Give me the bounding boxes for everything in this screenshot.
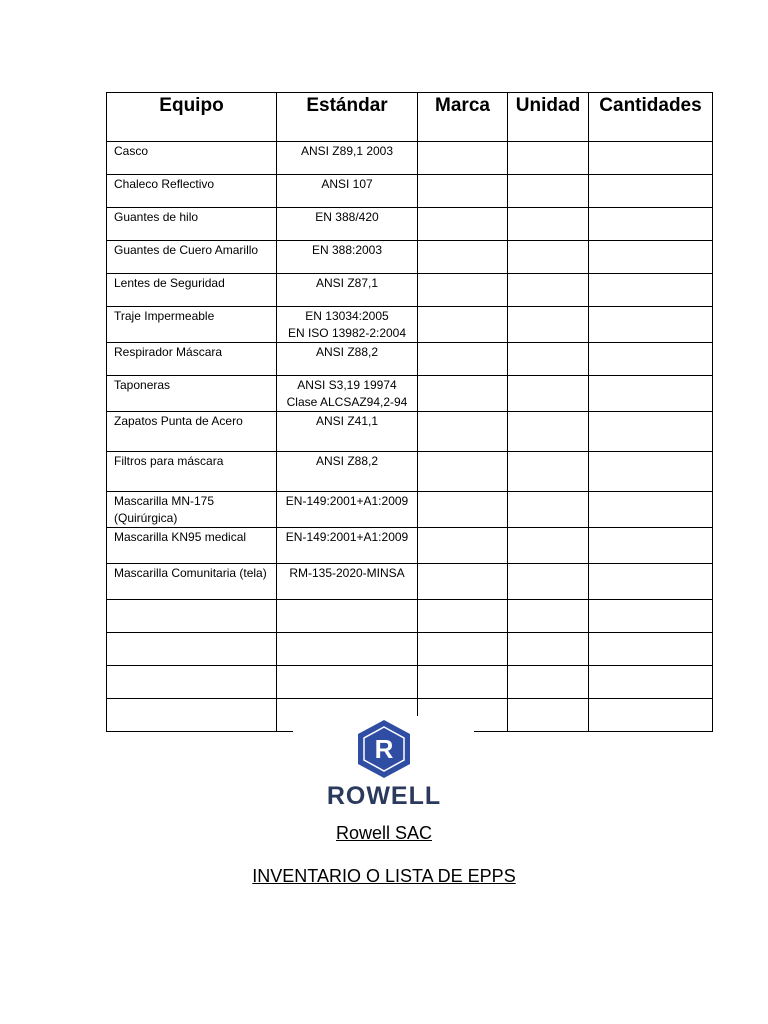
cell-cantidades [589,633,713,666]
cell-unidad [508,492,589,528]
cell-unidad [508,241,589,274]
cell-equipo: Traje Impermeable [107,307,277,343]
cell-marca [418,241,508,274]
cell-unidad [508,633,589,666]
cell-cantidades [589,241,713,274]
cell-cantidades [589,175,713,208]
table-row [107,633,713,666]
cell-estandar: EN 13034:2005 EN ISO 13982-2:2004 [277,307,418,343]
cell-equipo: Chaleco Reflectivo [107,175,277,208]
cell-unidad [508,376,589,412]
cell-estandar [277,600,418,633]
cell-cantidades [589,307,713,343]
cell-marca [418,307,508,343]
table-row [107,175,713,208]
cell-unidad [508,452,589,492]
table-row [107,528,713,564]
cell-equipo [107,666,277,699]
cell-unidad [508,412,589,452]
rowell-logo-graphic [293,716,474,814]
header-equipo: Equipo [107,93,277,142]
cell-cantidades [589,600,713,633]
rowell-logo [293,716,474,814]
table-row [107,241,713,274]
cell-equipo: Mascarilla MN-175 (Quirúrgica) [107,492,277,528]
cell-cantidades [589,412,713,452]
header-unidad: Unidad [508,93,589,142]
cell-estandar: ANSI Z87,1 [277,274,418,307]
cell-unidad [508,274,589,307]
table-row [107,376,713,412]
cell-cantidades [589,274,713,307]
table-row [107,343,713,376]
cell-marca [418,208,508,241]
cell-equipo: Casco [107,142,277,175]
cell-estandar: EN-149:2001+A1:2009 [277,492,418,528]
cell-unidad [508,528,589,564]
table-header-row [107,93,713,142]
cell-equipo: Guantes de Cuero Amarillo [107,241,277,274]
cell-equipo: Zapatos Punta de Acero [107,412,277,452]
table-row [107,208,713,241]
header-marca: Marca [418,93,508,142]
inventory-table [106,92,713,732]
table-row [107,600,713,633]
cell-equipo: Guantes de hilo [107,208,277,241]
cell-estandar [277,633,418,666]
company-name: Rowell SAC [335,823,433,843]
cell-cantidades [589,142,713,175]
cell-marca [418,376,508,412]
cell-unidad [508,343,589,376]
table-row [107,492,713,528]
cell-estandar: ANSI S3,19 19974 Clase ALCSAZ94,2-94 [277,376,418,412]
cell-marca [418,666,508,699]
cell-unidad [508,600,589,633]
cell-equipo: Taponeras [107,376,277,412]
header-estandar: Estándar [277,93,418,142]
cell-equipo: Lentes de Seguridad [107,274,277,307]
cell-estandar: ANSI Z88,2 [277,452,418,492]
cell-cantidades [589,699,713,732]
cell-estandar: ANSI Z89,1 2003 [277,142,418,175]
cell-unidad [508,307,589,343]
cell-cantidades [589,452,713,492]
table-row [107,307,713,343]
cell-unidad [508,564,589,600]
cell-equipo [107,699,277,732]
cell-equipo [107,633,277,666]
table-row [107,412,713,452]
cell-marca [418,343,508,376]
table-row [107,666,713,699]
table-row [107,452,713,492]
table-row [107,274,713,307]
logo-wordmark: ROWELL [326,782,442,810]
cell-estandar: ANSI Z41,1 [277,412,418,452]
table-row [107,564,713,600]
cell-estandar: RM-135-2020-MINSA [277,564,418,600]
cell-equipo: Mascarilla Comunitaria (tela) [107,564,277,600]
cell-equipo: Mascarilla KN95 medical [107,528,277,564]
cell-unidad [508,666,589,699]
cell-marca [418,175,508,208]
cell-marca [418,452,508,492]
cell-unidad [508,175,589,208]
cell-equipo: Respirador Máscara [107,343,277,376]
cell-equipo [107,600,277,633]
cell-unidad [508,699,589,732]
cell-cantidades [589,492,713,528]
cell-cantidades [589,564,713,600]
cell-marca [418,564,508,600]
cell-estandar: ANSI 107 [277,175,418,208]
cell-marca [418,142,508,175]
cell-equipo: Filtros para máscara [107,452,277,492]
cell-estandar: ANSI Z88,2 [277,343,418,376]
cell-estandar: EN 388/420 [277,208,418,241]
cell-marca [418,412,508,452]
cell-marca [418,633,508,666]
cell-cantidades [589,376,713,412]
cell-unidad [508,142,589,175]
cell-cantidades [589,208,713,241]
document-title: INVENTARIO O LISTA DE EPPS [252,866,516,886]
table-row [107,142,713,175]
cell-marca [418,492,508,528]
logo-monogram: R [374,734,394,764]
cell-marca [418,274,508,307]
cell-estandar: EN 388:2003 [277,241,418,274]
cell-cantidades [589,528,713,564]
cell-cantidades [589,343,713,376]
cell-marca [418,528,508,564]
cell-unidad [508,208,589,241]
cell-marca [418,600,508,633]
cell-estandar: EN-149:2001+A1:2009 [277,528,418,564]
cell-estandar [277,666,418,699]
header-cantidades: Cantidades [589,93,713,142]
cell-cantidades [589,666,713,699]
